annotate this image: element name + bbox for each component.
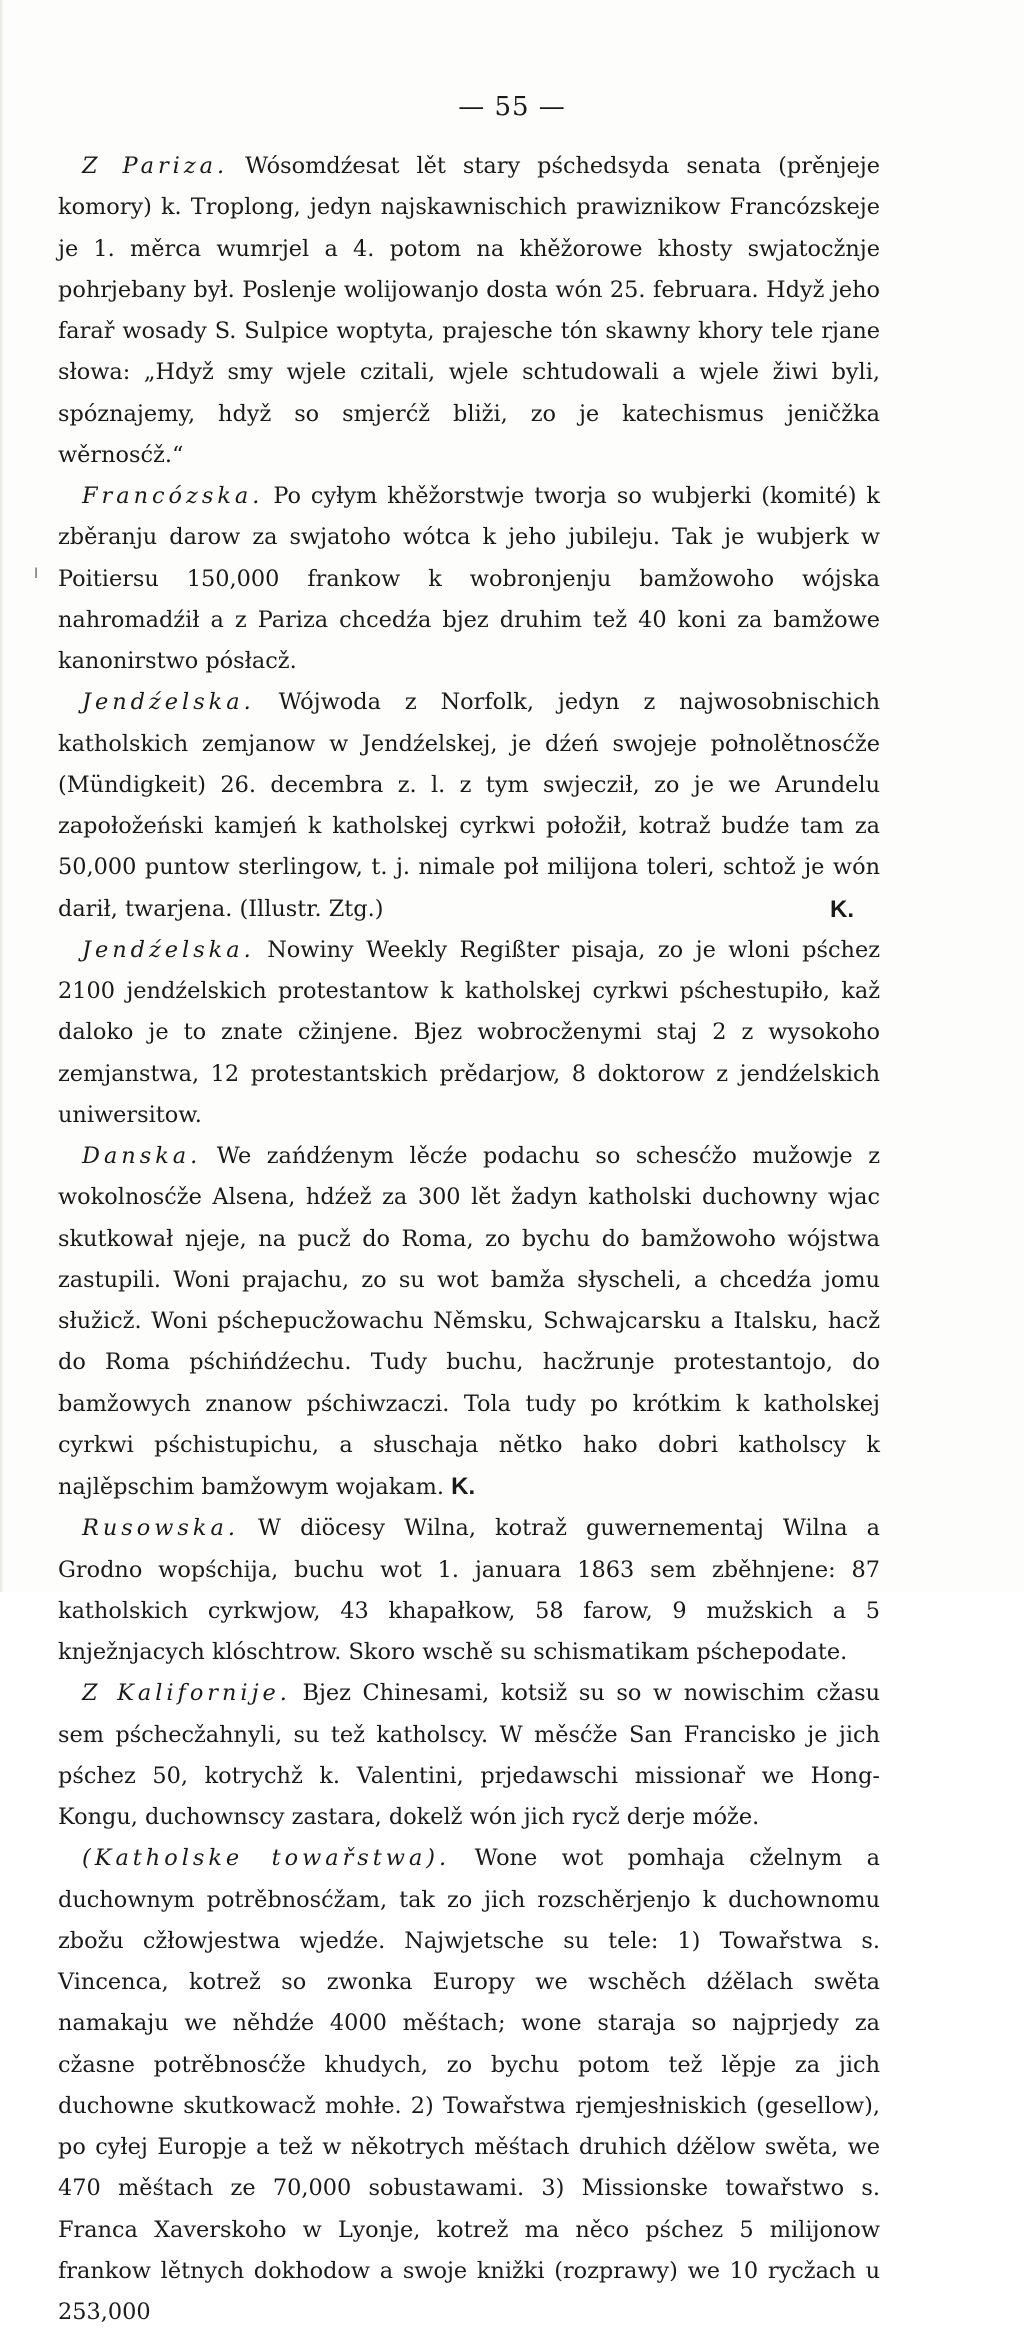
author-signature: K. bbox=[451, 1473, 476, 1500]
page-number: — 55 — bbox=[458, 92, 566, 122]
item-heading: Rusowska. bbox=[82, 1515, 239, 1542]
news-item-russia bbox=[58, 1508, 880, 1673]
author-signature: K. bbox=[830, 895, 854, 923]
news-item-catholic-societies bbox=[58, 1838, 880, 2333]
item-heading: Jendźelska. bbox=[82, 689, 255, 716]
page-edge-shadow bbox=[0, 0, 4, 1592]
item-text: Wósomdźesat lět stary pśchedsyda senata (prěnjeje komory) k. Troplong, jedyn najskawnischich prawiznikow Francózskeje je 1. měrca wumrjel a 4. potom na khěžorowe khosty swjatocžnje pohrjebany był. Poslenje wolijowanjo dosta wón 25. februara. Hdyž jeho farař wosady S. Sulpice woptyta, prajesche tón skawny khory tele rjane słowa: „Hdyž smy wjele czitali, wjele schtudowali a wjele žiwi byli, spóznajemy, hdyž so smjerćž bliži, zo je katechismus jeničžka wěrnosćž.“ bbox=[58, 153, 881, 468]
item-text: W diöcesy Wilna, kotraž guwernementaj Wilna a Grodno wopśchija, buchu wot 1. januara 1863 sem zběhnjene: 87 katholskich cyrkwjow, 43 khapałkow, 58 farow, 9 mužskich a 5 knježnjacych klóschtrow. Skoro wschě su schismatikam pśchepodate. bbox=[58, 1515, 880, 1665]
news-item-california bbox=[58, 1673, 880, 1838]
item-text: We zańdźenym lěcźe podachu so schesćžo mužowje z wokolnosćže Alsena, hdźež za 300 lět žadyn katholski duchowny wjac skutkował njeje, na pucž do Roma, zo bychu do bamžowoho wójstwa zastupili. Woni prajachu, zo su wot bamža słyscheli, a chcedźa jomu słužicž. Woni pśchepucžowachu Němsku, Schwajcarsku a Italsku, hacž do Roma pśchińdźechu. Tudy buchu, hacžrunje protestantojo, do bamžowych znanow pśchiwzaczi. Tola tudy po krótkim k katholskej cyrkwi pśchistupichu, a słuschaja nětko hako dobri katholscy k najlěpschim bamžowym wojakam. bbox=[58, 1143, 880, 1500]
item-text: Wone wot pomhaja cželnym a duchownym potrěbnosćžam, tak zo jich rozschěrjenjo k duchownomu zbožu cžłowjestwa wjedźe. Najwjetsche su tele: 1) Towařstwa s. Vincenca, kotrež so zwonka Europy we wschěch dźělach swěta namakaju we něhdźe 4000 měśtach; wone staraja so najprjedy za cžasne potrěbnosćže khudych, zo bychu potom tež lěpje za jich duchowne skutkowacž mohłe. 2) Towařstwa rjemjesłniskich (gesellow), po cyłej Europje a tež w někotrych měśtach druhich dźělow swěta, we 470 měśtach ze 70,000 sobustawami. 3) Missionske towařstwo s. Franca Xaverskoho w Lyonje, kotrež ma něco pśchez 5 milijonow frankow lětnych dokhodow a swoje knižki (rozprawy) we 10 rycžach u 253,000 bbox=[58, 1845, 881, 2325]
news-item-paris bbox=[58, 146, 880, 476]
item-text: Nowiny Weekly Regißter pisaja, zo je wloni pśchez 2100 jendźelskich protestantow k katholskej cyrkwi pśchestupiło, kaž daloko je to znate cžinjene. Bjez wobrocženymi staj 2 z wysokoho zemjanstwa, 12 protestantskich prědarjow, 8 doktorow z jendźelskich uniwersitow. bbox=[58, 936, 880, 1128]
news-item-denmark bbox=[58, 1136, 880, 1508]
margin-mark: ǀ bbox=[34, 566, 39, 582]
item-text: Po cyłym khěžorstwje tworja so wubjerki (komité) k zběranju darow za swjatoho wótca k jeho jubileju. Tak je wubjerk w Poitiersu 150,000 frankow k wobronjenju bamžowoho wójska nahromadźił a z Pariza chcedźa bjez druhim tež 40 koni za bamžowe kanonirstwo pósłacž. bbox=[58, 483, 880, 674]
item-heading: Z Pariza. bbox=[82, 153, 229, 179]
body-text bbox=[58, 146, 880, 2333]
item-text: Wójwoda z Norfolk, jedyn z najwosobnischich katholskich zemjanow w Jendźelskej, je dźeń swojeje połnolětnosćže (Mündigkeit) 26. decembra z. l. z tym swjecził, zo je we Arundelu zapołožeński kamjeń k katholskej cyrkwi połožił, kotraž budźe tam za 50,000 puntow sterlingow, t. j. nimale poł milijona toleri, schtož je wón darił, twarjena. (Illustr. Ztg.) bbox=[58, 689, 880, 922]
item-text: Bjez Chinesami, kotsiž su so w nowischim cžasu sem pśchecžahnyli, su tež katholscy. W měsćže San Francisko je jich pśchez 50, kotrychž k. Valentini, prjedawschi missionař we Hong-Kongu, duchownscy zastara, dokelž wón jich rycž derje móže. bbox=[58, 1680, 880, 1830]
item-heading: Jendźelska. bbox=[82, 936, 255, 963]
news-item-england-2 bbox=[58, 930, 880, 1136]
news-item-england-1 bbox=[58, 682, 880, 930]
news-item-france bbox=[58, 476, 880, 682]
item-heading: Danska. bbox=[82, 1143, 202, 1169]
item-heading: (Katholske towařstwa). bbox=[82, 1845, 451, 1872]
item-heading: Francózska. bbox=[82, 483, 264, 509]
item-heading: Z Kalifornije. bbox=[82, 1680, 291, 1707]
